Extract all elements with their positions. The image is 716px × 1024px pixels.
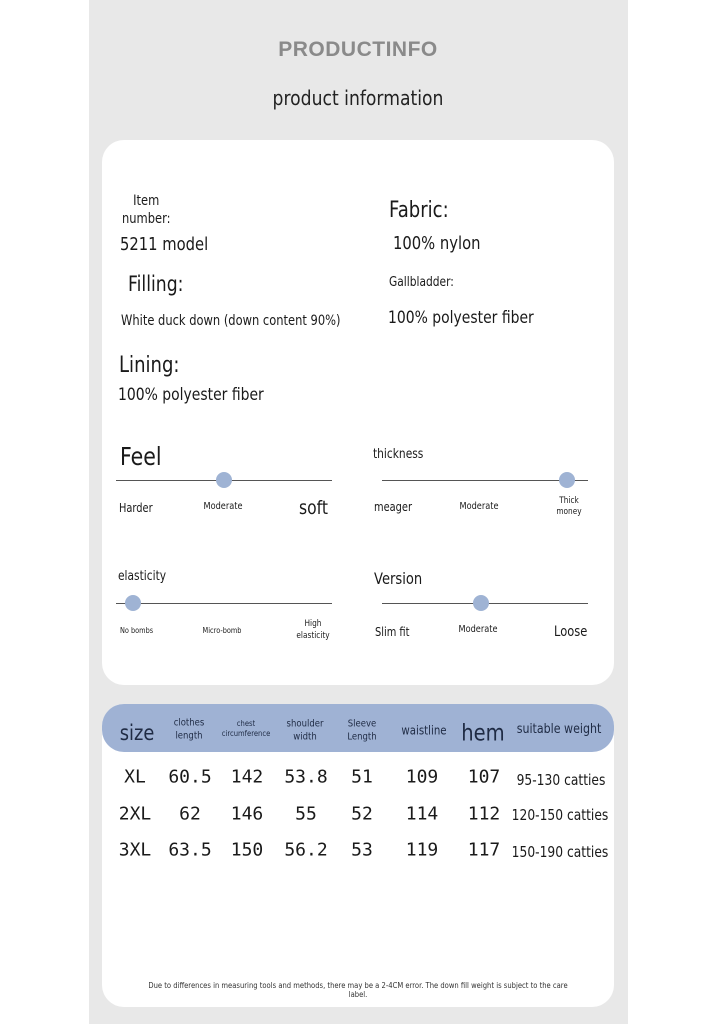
fabric-label: Fabric:	[389, 198, 449, 223]
row-xl-size: XL	[124, 766, 146, 788]
row-3xl-weight: 150-190 catties	[511, 843, 609, 861]
thickness-label-low: meager	[374, 500, 413, 514]
gallbladder-value: 100% polyester fiber	[388, 308, 534, 328]
row-2xl-size: 2XL	[118, 803, 152, 825]
col-hem: hem	[461, 720, 505, 747]
size-table-card	[102, 704, 614, 1007]
elasticity-title: elasticity	[118, 569, 167, 584]
item-number-value: 5211 model	[120, 234, 209, 255]
row-3xl-size: 3XL	[118, 839, 152, 861]
filling-value: White duck down (down content 90%)	[121, 313, 341, 329]
size-table-header	[102, 704, 614, 752]
elasticity-label-low: No bombs	[120, 626, 154, 635]
row-2xl-length: 62	[179, 803, 201, 825]
elasticity-track	[116, 603, 332, 604]
row-xl-chest: 142	[230, 766, 264, 788]
feel-label-high: soft	[299, 497, 328, 519]
row-xl-waist: 109	[405, 766, 439, 788]
filling-label: Filling:	[128, 272, 184, 296]
col-sleeve: Sleeve Length	[347, 718, 377, 742]
col-chest: chest circumference	[221, 719, 271, 738]
col-waistline: waistline	[401, 723, 447, 738]
thickness-knob	[559, 472, 575, 488]
feel-knob	[216, 472, 232, 488]
lining-label: Lining:	[119, 353, 180, 378]
col-suitable-weight: suitable weight	[516, 721, 602, 737]
elasticity-label-high: High elasticity	[296, 619, 330, 641]
page-subtitle: product information	[272, 86, 444, 110]
row-xl-length: 60.5	[168, 766, 212, 788]
thickness-label-high: Thick money	[556, 496, 582, 517]
row-xl-weight: 95-130 catties	[516, 771, 606, 789]
version-label-low: Slim fit	[375, 625, 410, 639]
fabric-value: 100% nylon	[393, 233, 481, 254]
row-3xl-sleeve: 53	[351, 839, 373, 861]
col-clothes-length: clothes length	[173, 717, 205, 741]
row-xl-sleeve: 51	[351, 766, 373, 788]
row-3xl-length: 63.5	[168, 839, 212, 861]
measurement-note: Due to differences in measuring tools and methods, there may be a 2-4CM error. The down fill weight is subject to the care label.	[148, 981, 568, 999]
row-3xl-waist: 119	[405, 839, 439, 861]
row-xl-shoulder: 53.8	[284, 766, 328, 788]
gallbladder-label: Gallbladder:	[389, 275, 454, 290]
row-3xl-shoulder: 56.2	[284, 839, 328, 861]
row-2xl-chest: 146	[230, 803, 264, 825]
row-3xl-chest: 150	[230, 839, 264, 861]
col-size: size	[119, 720, 155, 745]
row-3xl-hem: 117	[467, 839, 501, 861]
row-2xl-weight: 120-150 catties	[511, 806, 609, 824]
elasticity-knob	[125, 595, 141, 611]
row-2xl-hem: 112	[467, 803, 501, 825]
row-2xl-sleeve: 52	[351, 803, 373, 825]
version-label-mid: Moderate	[458, 624, 498, 635]
row-2xl-shoulder: 55	[295, 803, 317, 825]
col-shoulder: shoulder width	[286, 718, 324, 742]
product-info-card	[102, 140, 614, 685]
version-title: Version	[374, 569, 423, 588]
thickness-label-mid: Moderate	[459, 501, 499, 512]
elasticity-label-mid: Micro-bomb	[202, 626, 242, 635]
feel-label-mid: Moderate	[203, 501, 243, 512]
feel-title: Feel	[120, 442, 162, 471]
row-xl-hem: 107	[467, 766, 501, 788]
thickness-title: thickness	[373, 447, 424, 462]
thickness-track	[382, 480, 588, 481]
row-2xl-waist: 114	[405, 803, 439, 825]
version-label-high: Loose	[554, 624, 588, 640]
lining-value: 100% polyester fiber	[118, 385, 264, 405]
page-title: PRODUCTINFO	[278, 38, 438, 61]
item-number-label: Item number:	[122, 193, 171, 227]
version-knob	[473, 595, 489, 611]
feel-label-low: Harder	[119, 501, 153, 515]
